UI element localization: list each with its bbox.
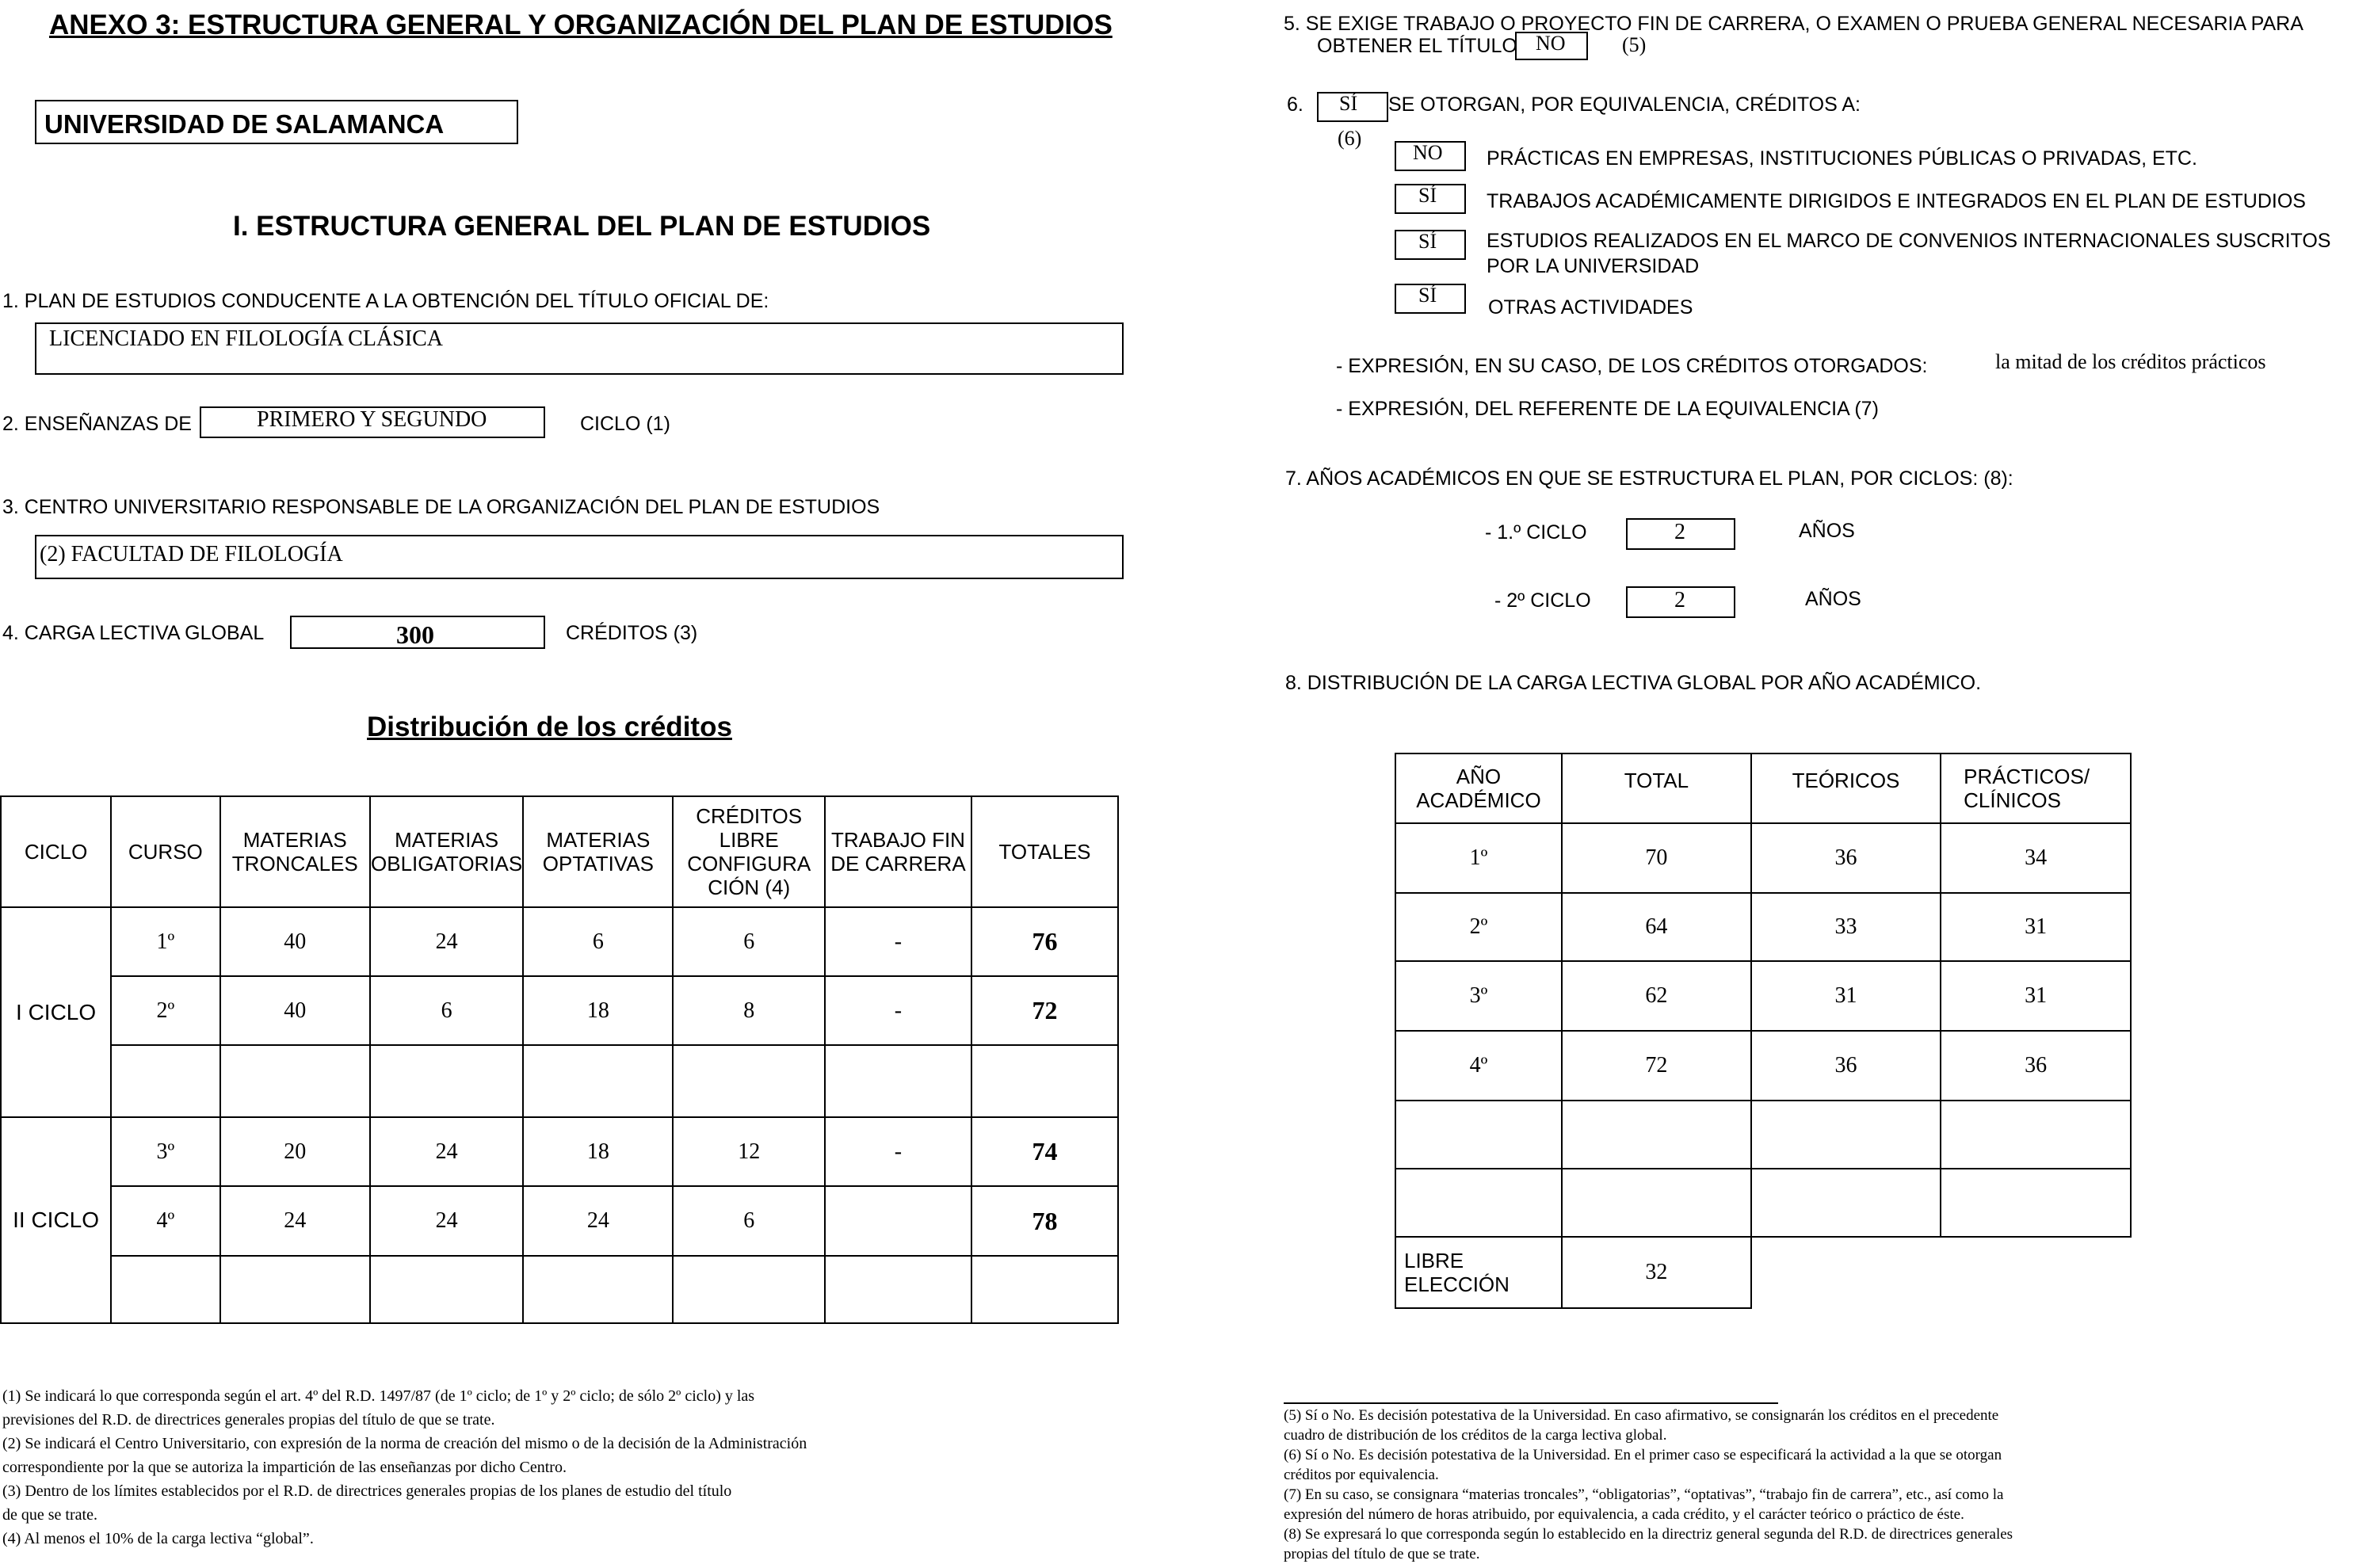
yearly-load-table <box>1395 753 2132 1309</box>
table-cell: 24 <box>370 1186 523 1256</box>
header-ano-academico: AÑO ACADÉMICO <box>1395 753 1562 823</box>
center-value: (2) FACULTAD DE FILOLOGÍA <box>40 542 343 567</box>
table-cell: 40 <box>220 907 371 976</box>
practice-cell: 34 <box>1941 823 2131 893</box>
footnote-line: (2) Se indicará el Centro Universitario, con expresión de la norma de creación del mismo o de la decisión de la Administración <box>2 1435 807 1452</box>
table-cell <box>370 1045 523 1117</box>
table-cell: 6 <box>370 976 523 1045</box>
table-cell: 2º <box>111 976 219 1045</box>
table-cell: - <box>825 1117 971 1186</box>
header-totales: TOTALES <box>971 796 1118 907</box>
year-cell: 3º <box>1395 961 1562 1031</box>
year-cell <box>1395 1169 1562 1237</box>
item2-label: 2. ENSEÑANZAS DE <box>2 413 192 435</box>
footnote-line: de que se trate. <box>2 1506 97 1524</box>
table-cell <box>523 1256 673 1323</box>
footnote-line: (5) Sí o No. Es decisión potestativa de la Universidad. En caso afirmativo, se consignarán los créditos en el precedente <box>1284 1407 1999 1424</box>
table-cell: 1º <box>111 907 219 976</box>
header-trabajo-fin-carrera: TRABAJO FIN DE CARRERA <box>825 796 971 907</box>
table-cell <box>825 1045 971 1117</box>
year-cell: 1º <box>1395 823 1562 893</box>
section-title: I. ESTRUCTURA GENERAL DEL PLAN DE ESTUDIOS <box>233 211 931 242</box>
header-practicos: PRÁCTICOS/ CLÍNICOS <box>1941 753 2131 823</box>
table-cell: 12 <box>673 1117 824 1186</box>
row-total: 74 <box>971 1117 1118 1186</box>
theory-cell <box>1751 1101 1941 1169</box>
table-cell: 4º <box>111 1186 219 1256</box>
year-cell: 2º <box>1395 893 1562 961</box>
practice-cell <box>1941 1101 2131 1169</box>
equivalence-label-line2: POR LA UNIVERSIDAD <box>1487 255 1700 277</box>
item4-suffix: CRÉDITOS (3) <box>566 622 698 644</box>
footnote-line: (6) Sí o No. Es decisión potestativa de la Universidad. En el primer caso se especificará la actividad a la que se otorgan <box>1284 1447 2002 1463</box>
university-name: UNIVERSIDAD DE SALAMANCA <box>44 109 445 139</box>
total-cell <box>1562 1101 1751 1169</box>
footnote-line: cuadro de distribución de los créditos de la carga lectiva global. <box>1284 1427 1667 1444</box>
table-cell: 24 <box>523 1186 673 1256</box>
table-cell: 20 <box>220 1117 371 1186</box>
practice-cell: 31 <box>1941 961 2131 1031</box>
item8-label: 8. DISTRIBUCIÓN DE LA CARGA LECTIVA GLOBAL POR AÑO ACADÉMICO. <box>1285 672 1982 694</box>
header-ciclo: CICLO <box>1 796 111 907</box>
header-obligatorias: MATERIAS OBLIGATORIAS <box>370 796 523 907</box>
equivalence-value: SÍ <box>1418 284 1437 307</box>
table-cell <box>111 1045 219 1117</box>
table-cell: 8 <box>673 976 824 1045</box>
table-cell: 6 <box>673 907 824 976</box>
header-troncales: MATERIAS TRONCALES <box>220 796 371 907</box>
table-cell <box>220 1045 371 1117</box>
practice-cell <box>1941 1169 2131 1237</box>
item6-number: 6. <box>1287 93 1303 116</box>
table-cell <box>673 1256 824 1323</box>
free-choice-label: LIBRE ELECCIÓN <box>1395 1237 1562 1308</box>
item6-value: SÍ <box>1339 92 1358 115</box>
table-cell: 24 <box>370 1117 523 1186</box>
distribution-title: Distribución de los créditos <box>367 712 732 742</box>
footnote-line: (4) Al menos el 10% de la carga lectiva “global”. <box>2 1530 314 1547</box>
footnote-separator <box>1284 1402 1778 1404</box>
footnote-line: (7) En su caso, se consignara “materias troncales”, “obligatorias”, “optativas”, “trabajo fin de carrera”, etc., así como la <box>1284 1486 2004 1503</box>
item5-value: NO <box>1536 32 1566 55</box>
table-cell <box>673 1045 824 1117</box>
table-cell: 24 <box>220 1186 371 1256</box>
cycles-value: PRIMERO Y SEGUNDO <box>257 407 487 432</box>
table-cell <box>220 1256 371 1323</box>
table-cell: 3º <box>111 1117 219 1186</box>
equivalence-label: ESTUDIOS REALIZADOS EN EL MARCO DE CONVENIOS INTERNACIONALES SUSCRITOS <box>1487 230 2331 252</box>
footnote-line: expresión del número de horas atribuido, por equivalencia, a cada crédito, y el carácter teórico o práctico de éste. <box>1284 1506 1964 1523</box>
total-cell: 70 <box>1562 823 1751 893</box>
free-choice-value: 32 <box>1562 1237 1751 1308</box>
total-cell: 62 <box>1562 961 1751 1031</box>
practice-cell: 36 <box>1941 1031 2131 1101</box>
year-cell <box>1395 1101 1562 1169</box>
total-cell <box>1562 1169 1751 1237</box>
table-cell: 18 <box>523 1117 673 1186</box>
table-cell <box>523 1045 673 1117</box>
year-cell: 4º <box>1395 1031 1562 1101</box>
table-cell: 6 <box>673 1186 824 1256</box>
credits-value: 300 <box>396 620 434 649</box>
footnote-line: (1) Se indicará lo que corresponda según el art. 4º del R.D. 1497/87 (de 1º ciclo; de 1º y 2º ciclo; de sólo 2º ciclo) y las <box>2 1387 755 1405</box>
total-cell: 64 <box>1562 893 1751 961</box>
header-libre-configuracion: CRÉDITOS LIBRE CONFIGURA CIÓN (4) <box>673 796 824 907</box>
credits-expression-value: la mitad de los créditos prácticos <box>1995 350 2266 373</box>
footnote-line: (3) Dentro de los límites establecidos por el R.D. de directrices generales propias de los planes de estudio del título <box>2 1482 732 1500</box>
equivalence-label: TRABAJOS ACADÉMICAMENTE DIRIGIDOS E INTEGRADOS EN EL PLAN DE ESTUDIOS <box>1487 190 2306 212</box>
cycle2-years-label: - 2º CICLO <box>1494 589 1591 612</box>
table-cell: 6 <box>523 907 673 976</box>
equivalence-label: OTRAS ACTIVIDADES <box>1488 296 1693 319</box>
equivalence-reference-label: - EXPRESIÓN, DEL REFERENTE DE LA EQUIVALENCIA (7) <box>1336 398 1879 420</box>
footnote-line: previsiones del R.D. de directrices generales propias del título de que se trate. <box>2 1411 495 1429</box>
header-teoricos: TEÓRICOS <box>1751 753 1941 823</box>
theory-cell <box>1751 1169 1941 1237</box>
footnote-line: créditos por equivalencia. <box>1284 1467 1439 1483</box>
item3-label: 3. CENTRO UNIVERSITARIO RESPONSABLE DE LA ORGANIZACIÓN DEL PLAN DE ESTUDIOS <box>2 496 880 518</box>
annex-title: ANEXO 3: ESTRUCTURA GENERAL Y ORGANIZACIÓN DEL PLAN DE ESTUDIOS <box>49 10 1113 40</box>
footnote-line: (8) Se expresará lo que corresponda según lo establecido en la directriz general segunda del R.D. de directrices generales <box>1284 1526 2013 1543</box>
credits-expression-label: - EXPRESIÓN, EN SU CASO, DE LOS CRÉDITOS OTORGADOS: <box>1336 355 1928 377</box>
credits-distribution-table <box>0 795 1119 1324</box>
cycle-2-label: II CICLO <box>1 1117 111 1323</box>
degree-title-value: LICENCIADO EN FILOLOGÍA CLÁSICA <box>49 326 443 351</box>
item5-line1: 5. SE EXIGE TRABAJO O PROYECTO FIN DE CARRERA, O EXAMEN O PRUEBA GENERAL NECESARIA PARA <box>1284 13 2303 35</box>
theory-cell: 33 <box>1751 893 1941 961</box>
table-cell <box>825 1186 971 1256</box>
header-optativas: MATERIAS OPTATIVAS <box>523 796 673 907</box>
table-cell: 24 <box>370 907 523 976</box>
table-cell <box>971 1045 1118 1117</box>
cycle2-years-unit: AÑOS <box>1805 588 1861 610</box>
theory-cell: 31 <box>1751 961 1941 1031</box>
footnote-line: correspondiente por la que se autoriza la impartición de las enseñanzas por dicho Centro. <box>2 1459 567 1476</box>
item5-note: (5) <box>1622 33 1647 56</box>
item4-label: 4. CARGA LECTIVA GLOBAL <box>2 622 265 644</box>
table-cell: 18 <box>523 976 673 1045</box>
table-cell: 40 <box>220 976 371 1045</box>
cycle1-years-label: - 1.º CICLO <box>1485 521 1587 544</box>
row-total: 72 <box>971 976 1118 1045</box>
item7-label: 7. AÑOS ACADÉMICOS EN QUE SE ESTRUCTURA EL PLAN, POR CICLOS: (8): <box>1285 467 2013 490</box>
item2-suffix: CICLO (1) <box>580 413 670 435</box>
item5-line2: OBTENER EL TÍTULO <box>1317 35 1517 57</box>
equivalence-value: NO <box>1413 141 1443 164</box>
cycle-1-label: I CICLO <box>1 907 111 1117</box>
item1-label: 1. PLAN DE ESTUDIOS CONDUCENTE A LA OBTENCIÓN DEL TÍTULO OFICIAL DE: <box>2 290 769 312</box>
footnote-line: propias del título de que se trate. <box>1284 1546 1480 1562</box>
header-total: TOTAL <box>1562 753 1751 823</box>
equivalence-value: SÍ <box>1418 230 1437 253</box>
item6-note: (6) <box>1338 127 1362 150</box>
cycle2-years-value: 2 <box>1674 588 1685 612</box>
theory-cell: 36 <box>1751 823 1941 893</box>
row-total: 78 <box>971 1186 1118 1256</box>
item6-label: SE OTORGAN, POR EQUIVALENCIA, CRÉDITOS A: <box>1388 93 1861 116</box>
table-cell <box>370 1256 523 1323</box>
theory-cell: 36 <box>1751 1031 1941 1101</box>
cycle1-years-unit: AÑOS <box>1799 520 1855 542</box>
row-total: 76 <box>971 907 1118 976</box>
table-cell: - <box>825 976 971 1045</box>
table-cell: - <box>825 907 971 976</box>
table-cell <box>111 1256 219 1323</box>
table-cell <box>971 1256 1118 1323</box>
cycle1-years-value: 2 <box>1674 520 1685 544</box>
total-cell: 72 <box>1562 1031 1751 1101</box>
header-curso: CURSO <box>111 796 219 907</box>
practice-cell: 31 <box>1941 893 2131 961</box>
equivalence-value: SÍ <box>1418 184 1437 207</box>
equivalence-label: PRÁCTICAS EN EMPRESAS, INSTITUCIONES PÚBLICAS O PRIVADAS, ETC. <box>1487 147 2197 170</box>
table-cell <box>825 1256 971 1323</box>
